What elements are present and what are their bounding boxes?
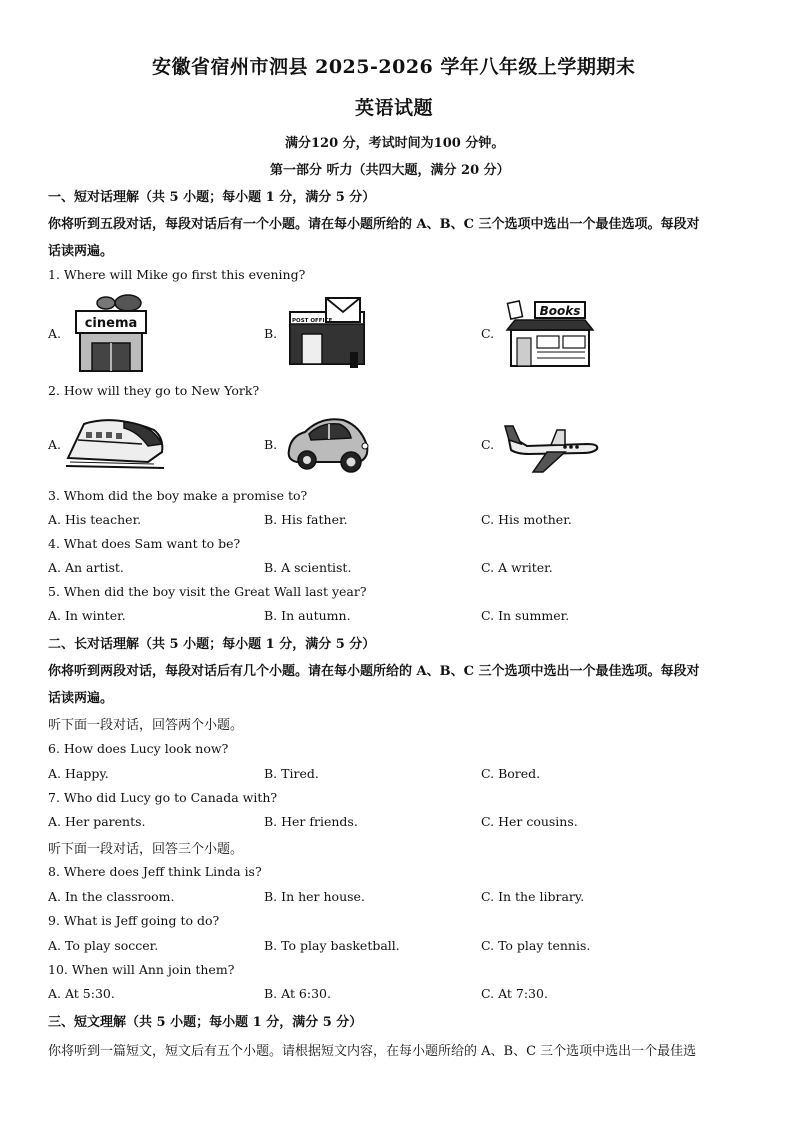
q3-option-a: A. His teacher.: [48, 512, 142, 527]
dialog1-instruction: 听下面一段对话，回答两个小题。: [48, 718, 244, 733]
q9-option-b: B. To play basketball.: [264, 938, 400, 953]
car-icon: [285, 412, 371, 476]
section2-instruction-line2: 话读两遍。: [48, 691, 114, 706]
post-office-sign: POST OFFICE: [292, 318, 333, 324]
q6-option-b: B. Tired.: [264, 766, 319, 781]
airplane-icon: [503, 416, 601, 474]
bookstore-icon: [505, 300, 595, 368]
q6-option-a: A. Happy.: [48, 766, 109, 781]
question-5: 5. When did the boy visit the Great Wall last year?: [48, 584, 367, 599]
q1-option-c-label: C.: [481, 326, 495, 341]
q2-option-c-label: C.: [481, 437, 495, 452]
q8-option-b: B. In her house.: [264, 889, 365, 904]
q1-option-a-label: A.: [48, 326, 62, 341]
exam-subtitle: 英语试题: [355, 97, 434, 119]
q8-option-c: C. In the library.: [481, 889, 585, 904]
q7-option-b: B. Her friends.: [264, 814, 358, 829]
exam-title: 安徽省宿州市泗县 2025-2026 学年八年级上学期期末: [152, 56, 636, 78]
cinema-icon: [72, 293, 150, 373]
q5-option-c: C. In summer.: [481, 608, 570, 623]
section3-instruction-line1: 你将听到一篇短文，短文后有五个小题。请根据短文内容，在每小题所给的 A、B、C 三个选项中选出一个最佳选: [48, 1044, 697, 1059]
section1-heading: 一、短对话理解（共 5 小题；每小题 1 分，满分 5 分）: [48, 190, 376, 205]
question-2: 2. How will they go to New York?: [48, 383, 260, 398]
q7-option-a: A. Her parents.: [48, 814, 146, 829]
question-9: 9. What is Jeff going to do?: [48, 913, 220, 928]
q5-option-a: A. In winter.: [48, 608, 126, 623]
post-office-icon: [288, 296, 368, 370]
dialog2-instruction: 听下面一段对话，回答三个小题。: [48, 842, 244, 857]
q8-option-a: A. In the classroom.: [48, 889, 175, 904]
question-10: 10. When will Ann join them?: [48, 962, 235, 977]
question-1: 1. Where will Mike go first this evening?: [48, 267, 306, 282]
part-line: 第一部分 听力（共四大题，满分 20 分）: [270, 163, 510, 178]
q2-option-b-label: B.: [264, 437, 278, 452]
train-icon: [64, 410, 168, 472]
q6-option-c: C. Bored.: [481, 766, 541, 781]
q4-option-a: A. An artist.: [48, 560, 124, 575]
question-3: 3. Whom did the boy make a promise to?: [48, 488, 308, 503]
section3-heading: 三、短文理解（共 5 小题；每小题 1 分，满分 5 分）: [48, 1015, 363, 1030]
score-line: 满分120 分，考试时间为100 分钟。: [285, 136, 505, 151]
bookstore-sign: Books: [539, 304, 581, 318]
q10-option-c: C. At 7:30.: [481, 986, 548, 1001]
q7-option-c: C. Her cousins.: [481, 814, 578, 829]
q10-option-b: B. At 6:30.: [264, 986, 331, 1001]
q2-option-a-label: A.: [48, 437, 62, 452]
question-7: 7. Who did Lucy go to Canada with?: [48, 790, 278, 805]
section1-instruction-line1: 你将听到五段对话，每段对话后有一个小题。请在每小题所给的 A、B、C 三个选项中选出一个最佳选项。每段对: [48, 217, 700, 232]
q4-option-b: B. A scientist.: [264, 560, 352, 575]
q9-option-a: A. To play soccer.: [48, 938, 159, 953]
question-6: 6. How does Lucy look now?: [48, 741, 229, 756]
q10-option-a: A. At 5:30.: [48, 986, 115, 1001]
q9-option-c: C. To play tennis.: [481, 938, 591, 953]
q5-option-b: B. In autumn.: [264, 608, 351, 623]
q1-option-b-label: B.: [264, 326, 278, 341]
question-4: 4. What does Sam want to be?: [48, 536, 241, 551]
section2-instruction-line1: 你将听到两段对话，每段对话后有几个小题。请在每小题所给的 A、B、C 三个选项中选出一个最佳选项。每段对: [48, 664, 700, 679]
section2-heading: 二、长对话理解（共 5 小题；每小题 1 分，满分 5 分）: [48, 637, 376, 652]
q4-option-c: C. A writer.: [481, 560, 553, 575]
cinema-sign: cinema: [84, 316, 138, 331]
question-8: 8. Where does Jeff think Linda is?: [48, 864, 262, 879]
q3-option-b: B. His father.: [264, 512, 348, 527]
q3-option-c: C. His mother.: [481, 512, 572, 527]
section1-instruction-line2: 话读两遍。: [48, 244, 114, 259]
